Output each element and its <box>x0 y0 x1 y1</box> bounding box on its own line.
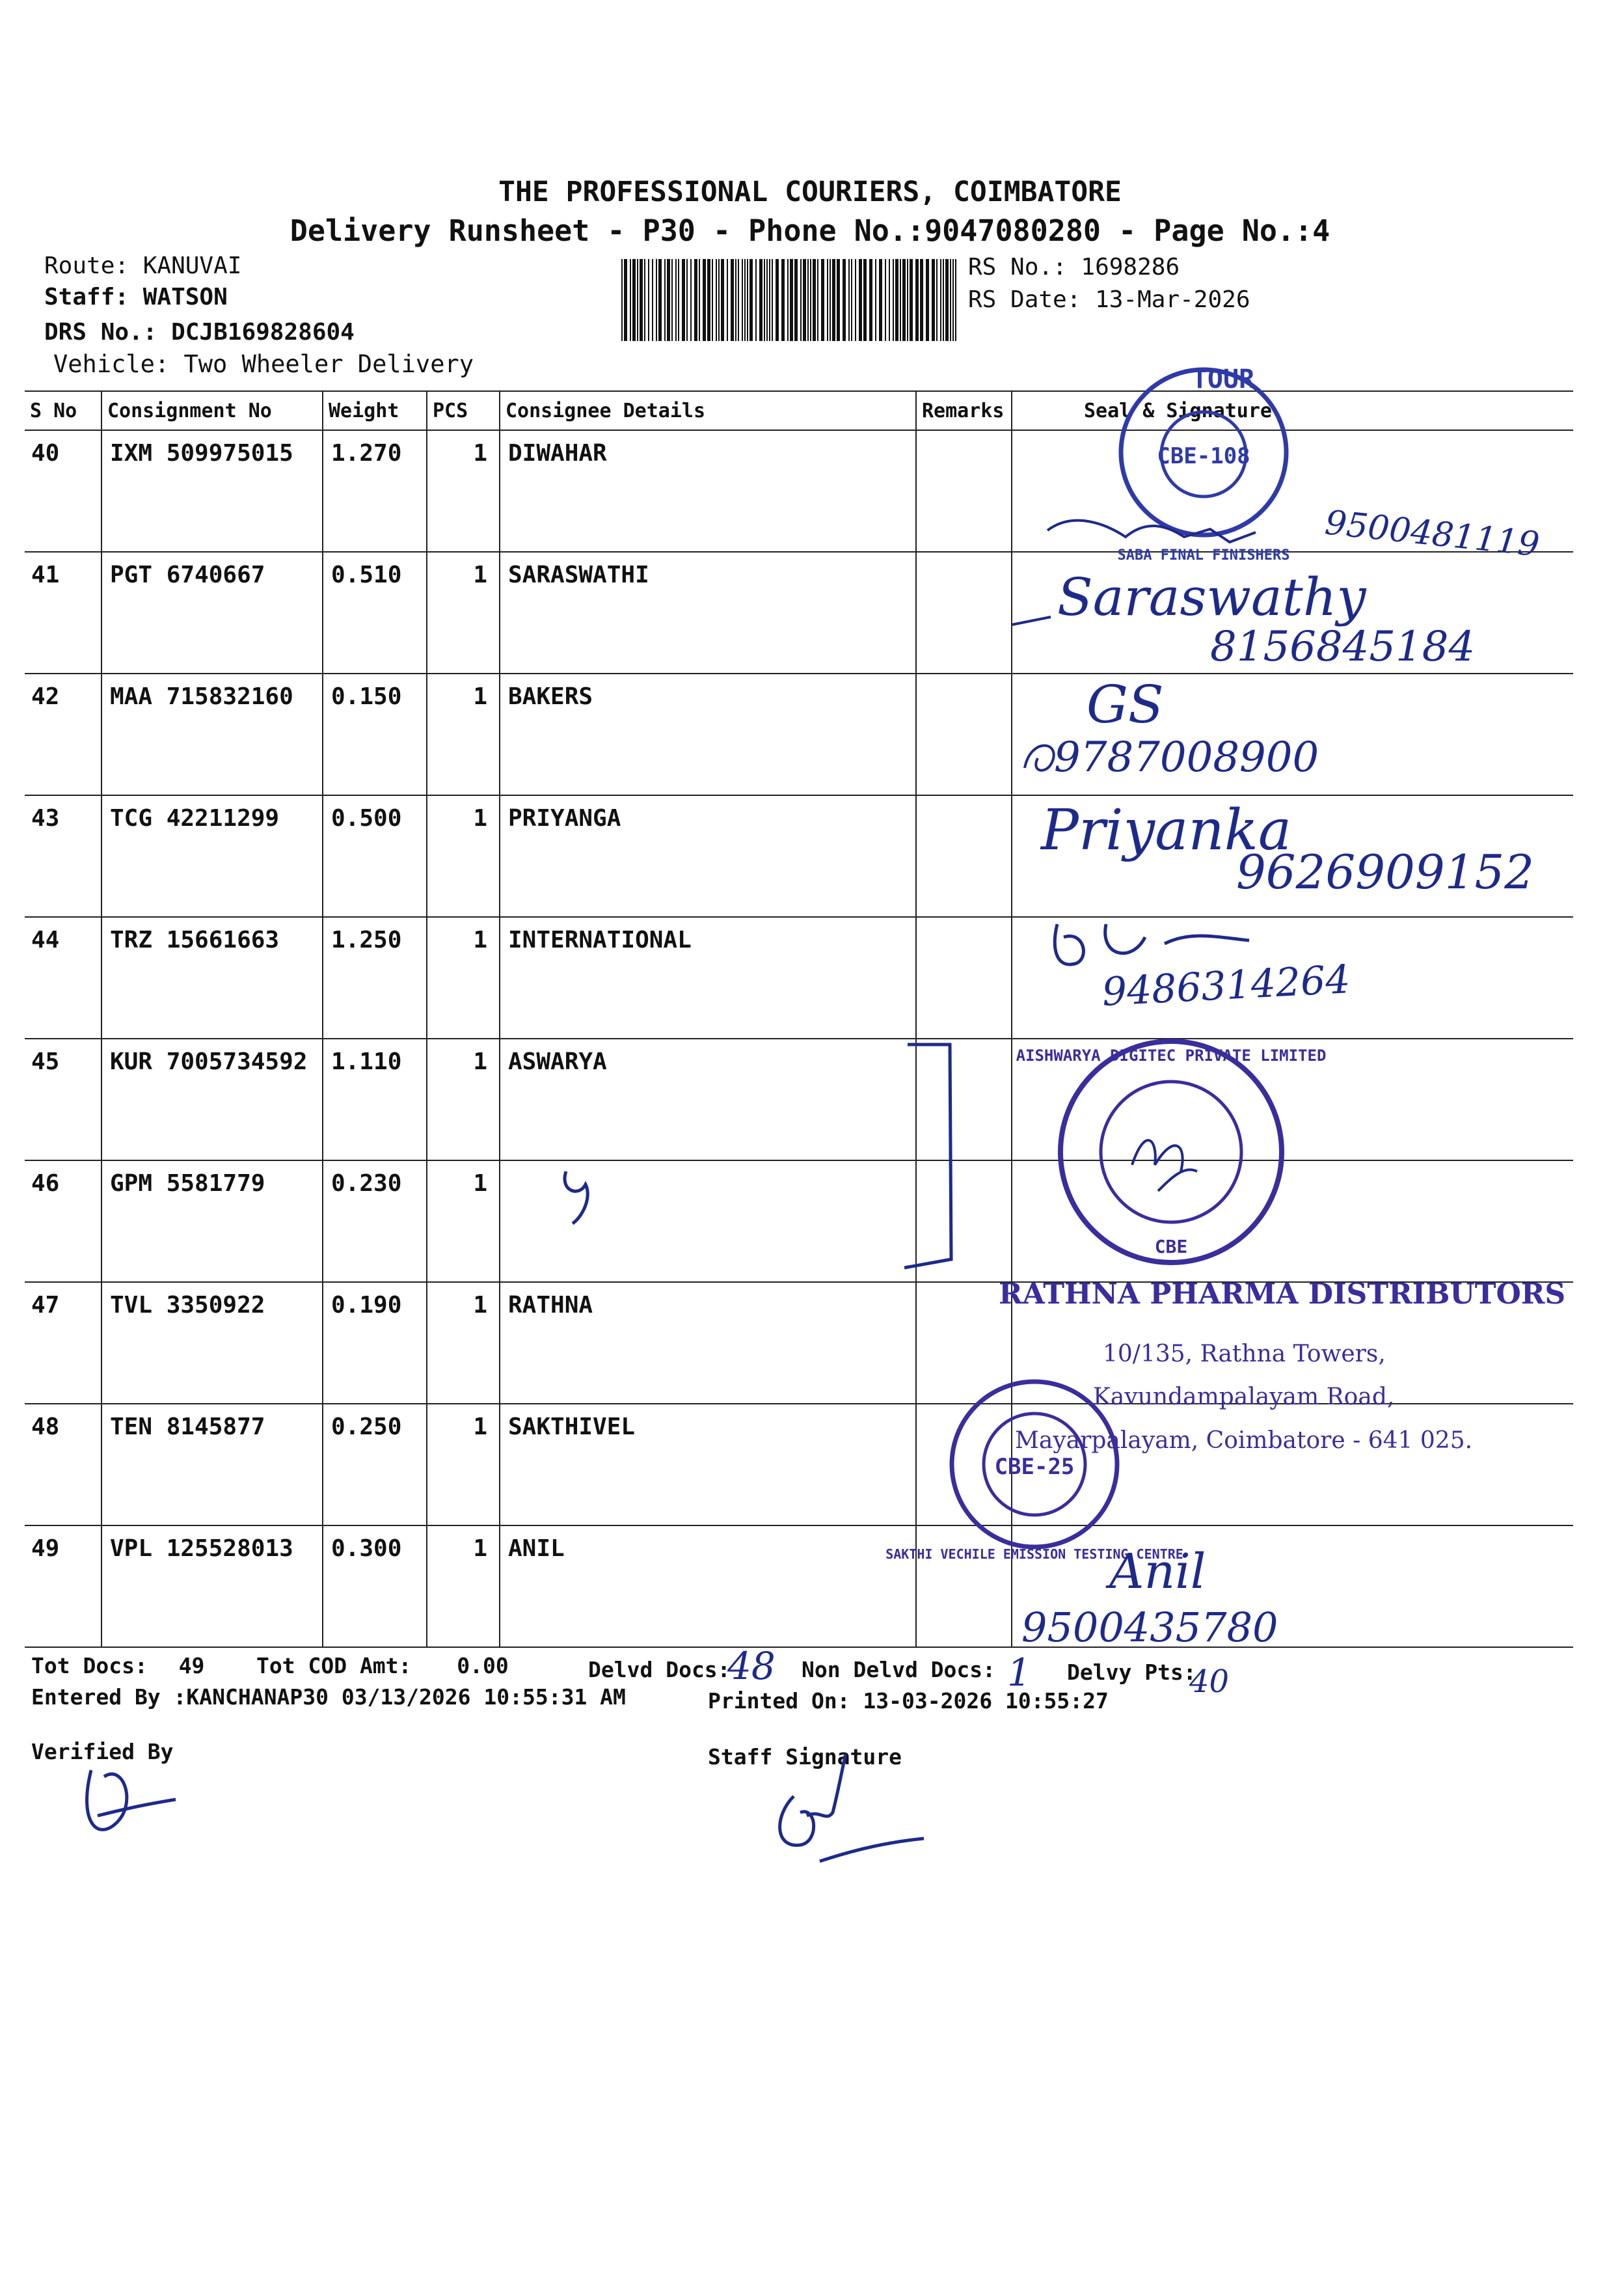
cell-remarks <box>916 1282 1012 1404</box>
barcode-bar <box>879 259 882 341</box>
barcode-bar <box>694 259 697 341</box>
cell-sno: 49 <box>25 1525 101 1647</box>
cell-sno: 46 <box>25 1160 101 1282</box>
barcode-bar <box>821 259 824 341</box>
table-row <box>25 1282 1573 1404</box>
barcode-bar <box>915 259 919 341</box>
rs-no-value: 1698286 <box>1081 254 1180 280</box>
barcode-bar <box>703 259 706 341</box>
cell-pcs: 1 <box>427 430 500 552</box>
cell-signature <box>1012 1160 1573 1282</box>
barcode-bar <box>664 259 666 341</box>
barcode-bar <box>744 259 746 341</box>
barcode-bar <box>832 259 835 341</box>
barcode-bar <box>902 259 906 341</box>
barcode-bar <box>932 259 935 341</box>
barcode-bar <box>766 259 768 341</box>
barcode-bar <box>772 259 773 341</box>
barcode-bar <box>940 259 941 341</box>
cell-weight: 0.150 <box>323 674 427 795</box>
tot-cod <box>256 1653 509 1678</box>
r43-name: Priyanka <box>1041 798 1292 863</box>
tot-docs <box>31 1653 204 1678</box>
vehicle-line <box>53 350 474 378</box>
cell-remarks <box>916 1160 1012 1282</box>
barcode-bar <box>738 259 739 341</box>
barcode-bar <box>624 259 627 341</box>
cell-consignee: RATHNA <box>500 1282 916 1404</box>
r41-name: Saraswathy <box>1057 567 1366 627</box>
cell-weight: 0.500 <box>323 795 427 917</box>
cell-pcs: 1 <box>427 795 500 917</box>
cell-sno: 47 <box>25 1282 101 1404</box>
barcode-bar <box>652 259 653 341</box>
cell-consignee <box>500 1160 916 1282</box>
cell-sno: 42 <box>25 674 101 795</box>
delvd-docs-label: Delvd Docs: <box>588 1657 731 1682</box>
cell-remarks <box>916 1525 1012 1647</box>
staff-signature <box>780 1754 924 1861</box>
barcode-bar <box>955 259 956 341</box>
cell-consignee: PRIYANGA <box>500 795 916 917</box>
stamp1-top: TOUR <box>1191 364 1255 394</box>
barcode-bar <box>813 259 816 341</box>
cell-pcs: 1 <box>427 1160 500 1282</box>
stamp3-line3: Mayarpalayam, Coimbatore - 641 025. <box>1015 1427 1473 1454</box>
table-row <box>25 674 1573 795</box>
non-delvd-docs-label: Non Delvd Docs: <box>802 1657 996 1682</box>
barcode-bar <box>747 259 748 341</box>
cell-consignment: TRZ 15661663 <box>101 917 323 1039</box>
cell-consignment: PGT 6740667 <box>101 552 323 674</box>
cell-sno: 48 <box>25 1404 101 1525</box>
barcode-bar <box>727 259 728 341</box>
barcode-bar <box>827 259 828 341</box>
table-row <box>25 917 1573 1039</box>
cell-pcs: 1 <box>427 1039 500 1160</box>
stamp3-name: RATHNA PHARMA DISTRIBUTORS <box>999 1278 1566 1311</box>
cell-consignment: KUR 7005734592 <box>101 1039 323 1160</box>
col-consignment: Consignment No <box>101 391 323 430</box>
barcode-bar <box>910 259 913 341</box>
table-row <box>25 1039 1573 1160</box>
barcode-bar <box>678 259 679 341</box>
barcode-bar <box>718 259 720 341</box>
cell-remarks <box>916 1039 1012 1160</box>
non-delvd-docs-value: 1 <box>1007 1650 1031 1695</box>
barcode-bar <box>810 259 811 341</box>
barcode-bar <box>807 259 809 341</box>
barcode-bar <box>859 259 862 341</box>
cell-signature <box>1012 1404 1573 1525</box>
cell-signature <box>1012 430 1573 552</box>
drs-line <box>44 319 355 346</box>
col-sno: S No <box>25 391 101 430</box>
delvy-pts-value: 40 <box>1189 1663 1230 1700</box>
cell-weight: 1.250 <box>323 917 427 1039</box>
barcode-bar <box>855 259 856 341</box>
barcode-bar <box>716 259 717 341</box>
cell-weight: 0.230 <box>323 1160 427 1282</box>
table-row <box>25 795 1573 917</box>
delvd-docs-value: 48 <box>727 1644 776 1688</box>
runsheet-table <box>25 390 1573 1648</box>
drs-value: DCJB169828604 <box>171 319 355 346</box>
table-row <box>25 430 1573 552</box>
barcode-bar <box>699 259 700 341</box>
cell-consignment: MAA 715832160 <box>101 674 323 795</box>
runsheet-subtitle: Delivery Runsheet - P30 - Phone No.:9047080280 - Page No.:4 <box>290 213 1330 248</box>
barcode-bar <box>682 259 685 341</box>
cell-consignment: TVL 3350922 <box>101 1282 323 1404</box>
cell-weight: 0.510 <box>323 552 427 674</box>
company-title: THE PROFESSIONAL COURIERS, COIMBATORE <box>498 176 1122 208</box>
barcode-bar <box>893 259 894 341</box>
barcode-bar <box>907 259 908 341</box>
route-line <box>44 253 241 279</box>
cell-consignment: TCG 42211299 <box>101 795 323 917</box>
table-header-row <box>25 391 1573 430</box>
stamp2-bottom: CBE <box>1154 1236 1188 1257</box>
cell-remarks <box>916 795 1012 917</box>
col-consignee: Consignee Details <box>500 391 916 430</box>
table-row <box>25 1404 1573 1525</box>
cell-pcs: 1 <box>427 1525 500 1647</box>
cell-sno: 44 <box>25 917 101 1039</box>
barcode-bar <box>851 259 852 341</box>
rs-no-label: RS No.: <box>968 254 1067 280</box>
cell-sno: 40 <box>25 430 101 552</box>
cell-signature <box>1012 795 1573 917</box>
barcode-bar <box>656 259 657 341</box>
cell-sno: 41 <box>25 552 101 674</box>
barcode-bar <box>735 259 736 341</box>
barcode-bar <box>943 259 944 341</box>
barcode-bar <box>759 259 763 341</box>
stamp1-code: CBE-108 <box>1157 443 1250 469</box>
r41-phone: 8156845184 <box>1210 623 1476 671</box>
table-row <box>25 1160 1573 1282</box>
barcode-bar <box>900 259 901 341</box>
cell-consignee: BAKERS <box>500 674 916 795</box>
staff-line <box>44 284 228 310</box>
verified-by-label: Verified By <box>31 1739 174 1764</box>
printed-on: Printed On: 13-03-2026 10:55:27 <box>708 1688 1109 1714</box>
cell-pcs: 1 <box>427 552 500 674</box>
r42-initials: GS <box>1087 674 1164 735</box>
cell-remarks <box>916 674 1012 795</box>
barcode-bar <box>755 259 757 341</box>
barcode-bar <box>707 259 710 341</box>
cell-pcs: 1 <box>427 917 500 1039</box>
barcode-bar <box>667 259 670 341</box>
tot-docs-label: Tot Docs: <box>31 1653 148 1678</box>
barcode-bar <box>742 259 743 341</box>
barcode <box>621 259 960 341</box>
barcode-bar <box>769 259 770 341</box>
cell-consignee: ANIL <box>500 1525 916 1647</box>
cell-signature <box>1012 1525 1573 1647</box>
r49-phone: 9500435780 <box>1021 1604 1278 1651</box>
barcode-bar <box>945 259 949 341</box>
rs-date-line <box>968 286 1250 313</box>
r49-name: Anil <box>1109 1544 1206 1600</box>
barcode-bar <box>658 259 662 341</box>
cell-weight: 1.270 <box>323 430 427 552</box>
barcode-bar <box>869 259 872 341</box>
stamp3-line2: Kavundampalayam Road, <box>1093 1384 1395 1410</box>
cell-consignee: SARASWATHI <box>500 552 916 674</box>
vehicle-value: Two Wheeler Delivery <box>183 350 474 378</box>
barcode-bar <box>637 259 638 341</box>
barcode-bar <box>686 259 688 341</box>
cell-sno: 45 <box>25 1039 101 1160</box>
table-row <box>25 1525 1573 1647</box>
barcode-bar <box>644 259 645 341</box>
drs-label: DRS No.: <box>44 319 157 346</box>
barcode-bar <box>875 259 876 341</box>
barcode-bar <box>781 259 785 341</box>
barcode-bar <box>830 259 831 341</box>
cell-remarks <box>916 552 1012 674</box>
barcode-bar <box>671 259 673 341</box>
barcode-bar <box>712 259 713 341</box>
r42-phone: 9787008900 <box>1054 733 1319 782</box>
barcode-bar <box>764 259 765 341</box>
barcode-bar <box>817 259 818 341</box>
stamp4-ring: SAKTHI VECHILE EMISSION TESTING CENTRE <box>885 1546 1183 1562</box>
barcode-bar <box>863 259 867 341</box>
stamp4-code: CBE-25 <box>994 1454 1075 1480</box>
cell-consignee: INTERNATIONAL <box>500 917 916 1039</box>
cell-signature <box>1012 674 1573 795</box>
rs-date-label: RS Date: <box>968 286 1081 313</box>
barcode-bar <box>920 259 923 341</box>
cell-weight: 0.250 <box>323 1404 427 1525</box>
delvy-pts-label: Delvy Pts: <box>1067 1660 1196 1685</box>
table-row <box>25 552 1573 674</box>
r40-phone: 9500481119 <box>1323 503 1541 565</box>
stamp3-line1: 10/135, Rathna Towers, <box>1103 1341 1386 1367</box>
barcode-bar <box>885 259 886 341</box>
barcode-bar <box>848 259 850 341</box>
rs-no-line <box>968 254 1180 280</box>
cell-pcs: 1 <box>427 1282 500 1404</box>
col-signature: Seal & Signature <box>1012 391 1573 430</box>
barcode-bar <box>889 259 890 341</box>
staff-label: Staff: <box>44 284 129 310</box>
barcode-bar <box>803 259 806 341</box>
stamp2-ring: AISHWARYA DIGITEC PRIVATE LIMITED <box>1016 1046 1327 1065</box>
cell-sno: 43 <box>25 795 101 917</box>
cell-consignee: SAKTHIVEL <box>500 1404 916 1525</box>
r44-phone: 9486314264 <box>1101 957 1352 1015</box>
barcode-bar <box>731 259 734 341</box>
cell-signature <box>1012 1282 1573 1404</box>
col-pcs: PCS <box>427 391 500 430</box>
cell-consignee: ASWARYA <box>500 1039 916 1160</box>
barcode-bar <box>926 259 929 341</box>
barcode-bar <box>952 259 954 341</box>
barcode-bar <box>690 259 692 341</box>
barcode-bar <box>721 259 724 341</box>
cell-weight: 0.300 <box>323 1525 427 1647</box>
cell-remarks <box>916 917 1012 1039</box>
rs-date-value: 13-Mar-2026 <box>1095 286 1250 313</box>
barcode-bar <box>950 259 951 341</box>
cell-consignment: TEN 8145877 <box>101 1404 323 1525</box>
staff-signature-label: Staff Signature <box>708 1744 902 1770</box>
route-label: Route: <box>44 253 129 279</box>
tot-docs-value: 49 <box>178 1653 205 1678</box>
barcode-bar <box>776 259 779 341</box>
verified-signature <box>87 1770 176 1829</box>
cell-pcs: 1 <box>427 1404 500 1525</box>
cell-consignment: IXM 509975015 <box>101 430 323 552</box>
barcode-bar <box>843 259 846 341</box>
cell-pcs: 1 <box>427 674 500 795</box>
barcode-bar <box>630 259 631 341</box>
cell-signature <box>1012 917 1573 1039</box>
stamp1-ring: SABA FINAL FINISHERS <box>1117 547 1290 564</box>
cell-signature <box>1012 1039 1573 1160</box>
barcode-bar <box>837 259 840 341</box>
col-remarks: Remarks <box>916 391 1012 430</box>
cell-weight: 0.190 <box>323 1282 427 1404</box>
barcode-bar <box>800 259 802 341</box>
cell-remarks <box>916 430 1012 552</box>
tot-cod-value: 0.00 <box>457 1653 509 1678</box>
barcode-bar <box>787 259 789 341</box>
barcode-bar <box>632 259 636 341</box>
barcode-bar <box>648 259 649 341</box>
r43-phone: 9626909152 <box>1236 845 1535 899</box>
vehicle-label: Vehicle: <box>53 350 170 378</box>
cell-signature <box>1012 552 1573 674</box>
col-weight: Weight <box>323 391 427 430</box>
barcode-bar <box>640 259 643 341</box>
entered-by: Entered By :KANCHANAP30 03/13/2026 10:55:31 AM <box>31 1684 626 1710</box>
cell-consignment: VPL 125528013 <box>101 1525 323 1647</box>
barcode-bar <box>749 259 753 341</box>
barcode-bar <box>895 259 898 341</box>
cell-consignee: DIWAHAR <box>500 430 916 552</box>
cell-weight: 1.110 <box>323 1039 427 1160</box>
barcode-bar <box>790 259 793 341</box>
barcode-bar <box>936 259 938 341</box>
cell-remarks <box>916 1404 1012 1525</box>
barcode-bar <box>794 259 798 341</box>
cell-consignment: GPM 5581779 <box>101 1160 323 1282</box>
route-value: KANUVAI <box>142 253 242 279</box>
barcode-bar <box>621 259 623 341</box>
tot-cod-label: Tot COD Amt: <box>256 1653 412 1678</box>
barcode-bar <box>675 259 677 341</box>
staff-value: WATSON <box>142 284 228 310</box>
